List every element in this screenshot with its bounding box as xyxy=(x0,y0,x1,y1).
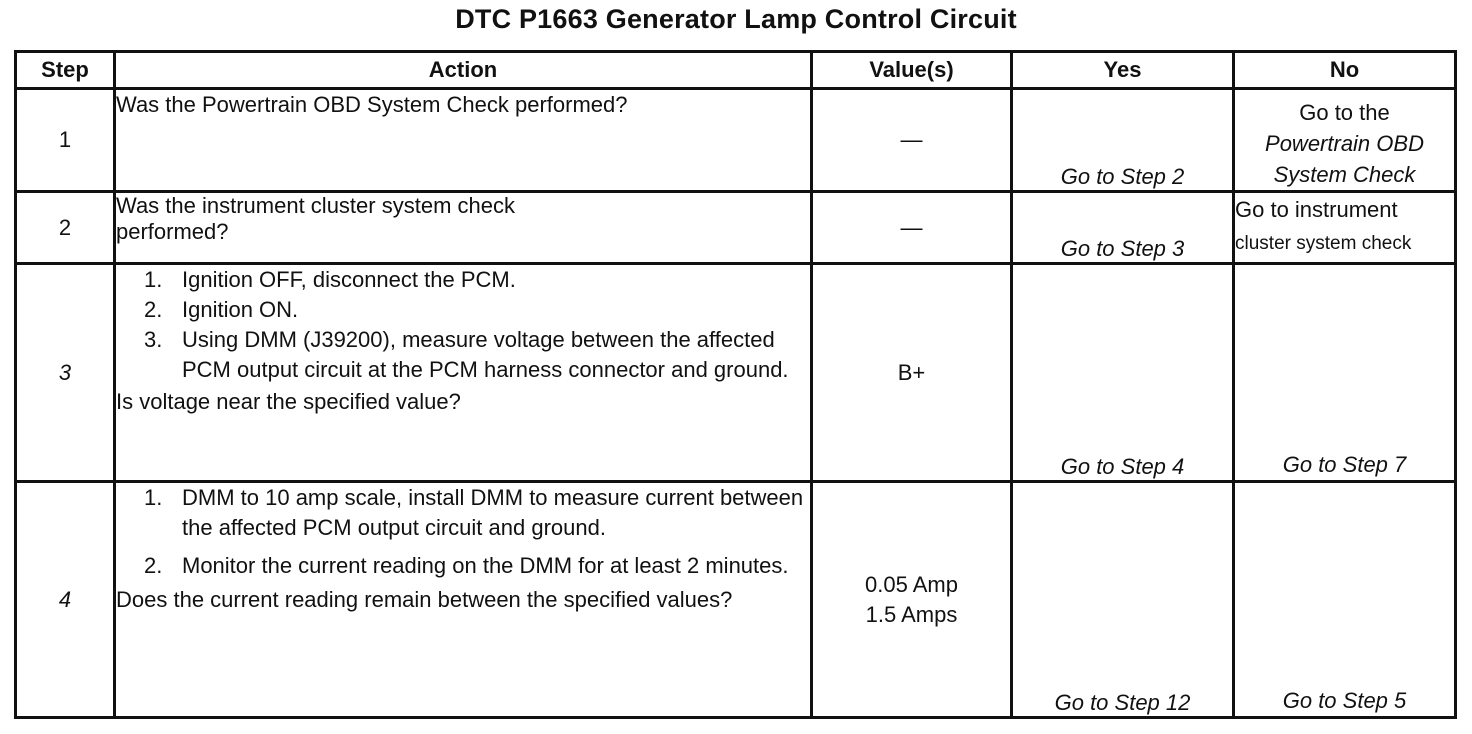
procedure-step xyxy=(144,295,810,325)
value-cell xyxy=(812,482,1012,718)
procedure-step-text: DMM to 10 amp scale, install DMM to measure current between the affected PCM output circuit and ground. xyxy=(182,485,804,540)
procedure-step-text: Ignition ON. xyxy=(182,297,299,322)
no-line: Powertrain OBD xyxy=(1265,131,1424,156)
action-question: Does the current reading remain between the specified values? xyxy=(116,587,733,612)
no-line: cluster system check xyxy=(1235,233,1412,254)
procedure-step-number: 1. xyxy=(144,485,163,510)
no-cell: Go to Step 5 xyxy=(1234,482,1456,718)
action-cell xyxy=(115,264,812,482)
value-cell: B+ xyxy=(812,264,1012,482)
procedure-step xyxy=(144,483,810,543)
procedure-step-text: Ignition OFF, disconnect the PCM. xyxy=(182,267,516,292)
action-cell xyxy=(115,192,812,264)
header-yes: Yes xyxy=(1012,52,1234,89)
header-step: Step xyxy=(16,52,115,89)
no-cell xyxy=(1234,89,1456,192)
action-question: Is voltage near the specified value? xyxy=(116,389,461,414)
no-line: System Check xyxy=(1273,162,1416,187)
diagnostic-table xyxy=(14,50,1457,719)
yes-cell: Go to Step 12 xyxy=(1012,482,1234,718)
procedure-step-text: Monitor the current reading on the DMM for at least 2 minutes. xyxy=(182,553,789,578)
procedure-list xyxy=(116,265,810,385)
value-cell: — xyxy=(812,89,1012,192)
action-question: Was the Powertrain OBD System Check performed? xyxy=(116,92,628,117)
no-cell xyxy=(1234,192,1456,264)
action-cell xyxy=(115,482,812,718)
procedure-step-number: 1. xyxy=(144,267,163,292)
action-line: Was the instrument cluster system check xyxy=(116,193,515,218)
header-values: Value(s) xyxy=(812,52,1012,89)
table-row xyxy=(16,482,1456,718)
table-row xyxy=(16,89,1456,192)
procedure-step-number: 3. xyxy=(144,327,163,352)
procedure-step-number: 2. xyxy=(144,297,163,322)
procedure-step xyxy=(144,551,810,581)
no-cell: Go to Step 7 xyxy=(1234,264,1456,482)
action-cell xyxy=(115,89,812,192)
yes-cell: Go to Step 3 xyxy=(1012,192,1234,264)
header-row xyxy=(16,52,1456,89)
table-row xyxy=(16,264,1456,482)
no-line: Go to instrument xyxy=(1235,197,1398,222)
step-number: 3 xyxy=(16,264,115,482)
procedure-step-number: 2. xyxy=(144,553,163,578)
value-cell: — xyxy=(812,192,1012,264)
table-row xyxy=(16,192,1456,264)
no-line: Go to the xyxy=(1299,100,1390,125)
procedure-step-text: Using DMM (J39200), measure voltage between the affected PCM output circuit at the PCM harness connector and ground. xyxy=(182,327,789,382)
procedure-list xyxy=(116,483,810,581)
step-number: 1 xyxy=(16,89,115,192)
step-number: 4 xyxy=(16,482,115,718)
yes-cell: Go to Step 2 xyxy=(1012,89,1234,192)
procedure-step xyxy=(144,325,810,385)
header-no: No xyxy=(1234,52,1456,89)
value-line: 1.5 Amps xyxy=(865,601,958,627)
page-title: DTC P1663 Generator Lamp Control Circuit xyxy=(455,4,1017,34)
yes-cell: Go to Step 4 xyxy=(1012,264,1234,482)
header-action: Action xyxy=(115,52,812,89)
step-number: 2 xyxy=(16,192,115,264)
procedure-step xyxy=(144,265,810,295)
action-line: performed? xyxy=(116,219,229,244)
value-line: 0.05 Amp xyxy=(865,571,958,597)
